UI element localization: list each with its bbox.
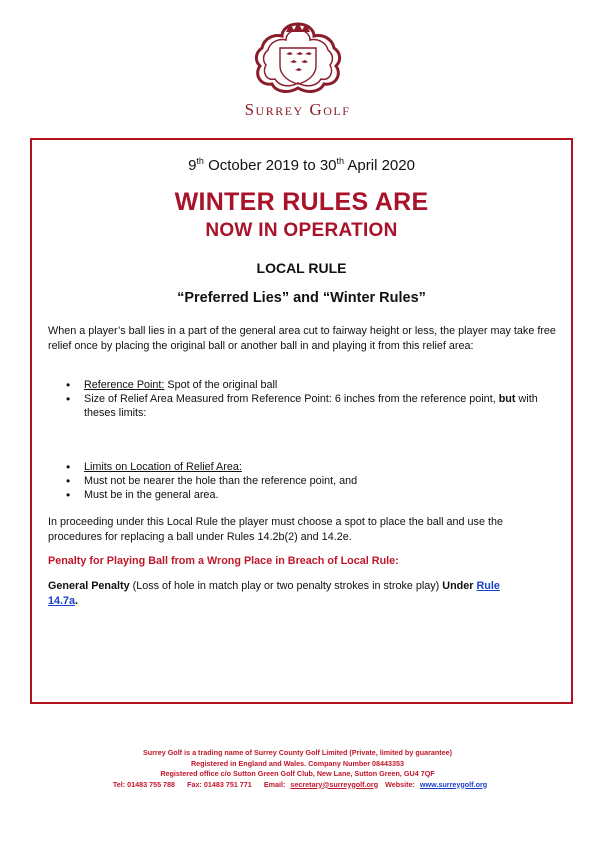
date-end-suffix: th xyxy=(336,156,345,166)
season-dates xyxy=(32,156,571,174)
headline-line1: WINTER RULES ARE xyxy=(174,188,429,216)
penalty-end: . xyxy=(75,595,79,607)
headline-line2: NOW IN OPERATION xyxy=(205,220,398,241)
penalty-description: (Loss of hole in match play or two penalty strokes in stroke play) xyxy=(129,580,443,592)
footer-email-label: Email: xyxy=(263,779,286,789)
relief-area-list xyxy=(66,378,558,420)
footer-website-link[interactable]: www.surreygolf.org xyxy=(419,779,488,789)
penalty-label: General Penalty xyxy=(48,580,130,592)
penalty-paragraph xyxy=(48,579,558,609)
relief-limits-list xyxy=(66,460,558,502)
relief-size-but: but xyxy=(498,393,516,405)
footer-line-1: Surrey Golf is a trading name of Surrey County Golf Limited (Private, limited by guarantee) xyxy=(142,748,453,757)
list-item xyxy=(66,460,558,474)
list-item xyxy=(66,488,558,502)
penalty-under: Under xyxy=(442,580,477,592)
local-rule-heading: LOCAL RULE xyxy=(256,260,347,276)
list-item xyxy=(66,392,558,420)
header-logo xyxy=(0,20,595,120)
relief-size-text-end: with theses limits: xyxy=(84,393,538,419)
reference-point-label: Reference Point: xyxy=(84,379,165,391)
limits-label: Limits on Location of Relief Area: xyxy=(84,461,242,473)
footer-fax: Fax: 01483 751 771 xyxy=(187,779,252,789)
footer-email-link[interactable]: secretary@surreygolf.org xyxy=(290,779,379,789)
notice-frame xyxy=(30,138,573,704)
brand-name: Surrey Golf xyxy=(244,100,351,119)
penalty-heading: Penalty for Playing Ball from a Wrong Place in Breach of Local Rule: xyxy=(48,555,399,567)
footer-contact xyxy=(0,780,595,791)
rule-link[interactable]: Rule xyxy=(476,580,500,592)
date-start-day: 9 xyxy=(188,157,197,174)
procedure-paragraph: In proceeding under this Local Rule the player must choose a spot to place the ball and use the procedures for replacing a ball under Rules 14.2b(2) and 14.2e. xyxy=(48,516,503,543)
footer-line-3: Registered office c/o Sutton Green Golf Club, New Lane, Sutton Green, GU4 7QF xyxy=(160,769,435,778)
relief-size-text: Size of Relief Area Measured from Reference Point: 6 inches from the reference point, xyxy=(84,393,499,405)
limit-2: Must be in the general area. xyxy=(84,489,219,501)
reference-point-text: Spot of the original ball xyxy=(164,379,278,391)
rule-number-link[interactable]: 14.7a xyxy=(48,595,76,607)
list-item xyxy=(66,378,558,392)
date-end-rest: April 2020 xyxy=(347,157,415,174)
intro-paragraph: When a player’s ball lies in a part of the general area cut to fairway height or less, the player may take free relief once by placing the original ball or another ball in and playing it from this relief area: xyxy=(48,325,556,352)
list-item xyxy=(66,474,558,488)
footer-website-label: Website: xyxy=(385,779,415,789)
limit-1: Must not be nearer the hole than the reference point, and xyxy=(84,475,358,487)
footer-line-2: Registered in England and Wales. Company Number 08443353 xyxy=(190,758,405,768)
footer-tel: Tel: 01483 755 788 xyxy=(112,779,176,789)
date-start-rest: October 2019 to 30 xyxy=(208,157,337,174)
surrey-golf-crest-icon xyxy=(250,20,346,96)
rule-name: “Preferred Lies” and “Winter Rules” xyxy=(177,290,426,306)
footer xyxy=(0,748,595,790)
date-start-suffix: th xyxy=(196,156,204,166)
